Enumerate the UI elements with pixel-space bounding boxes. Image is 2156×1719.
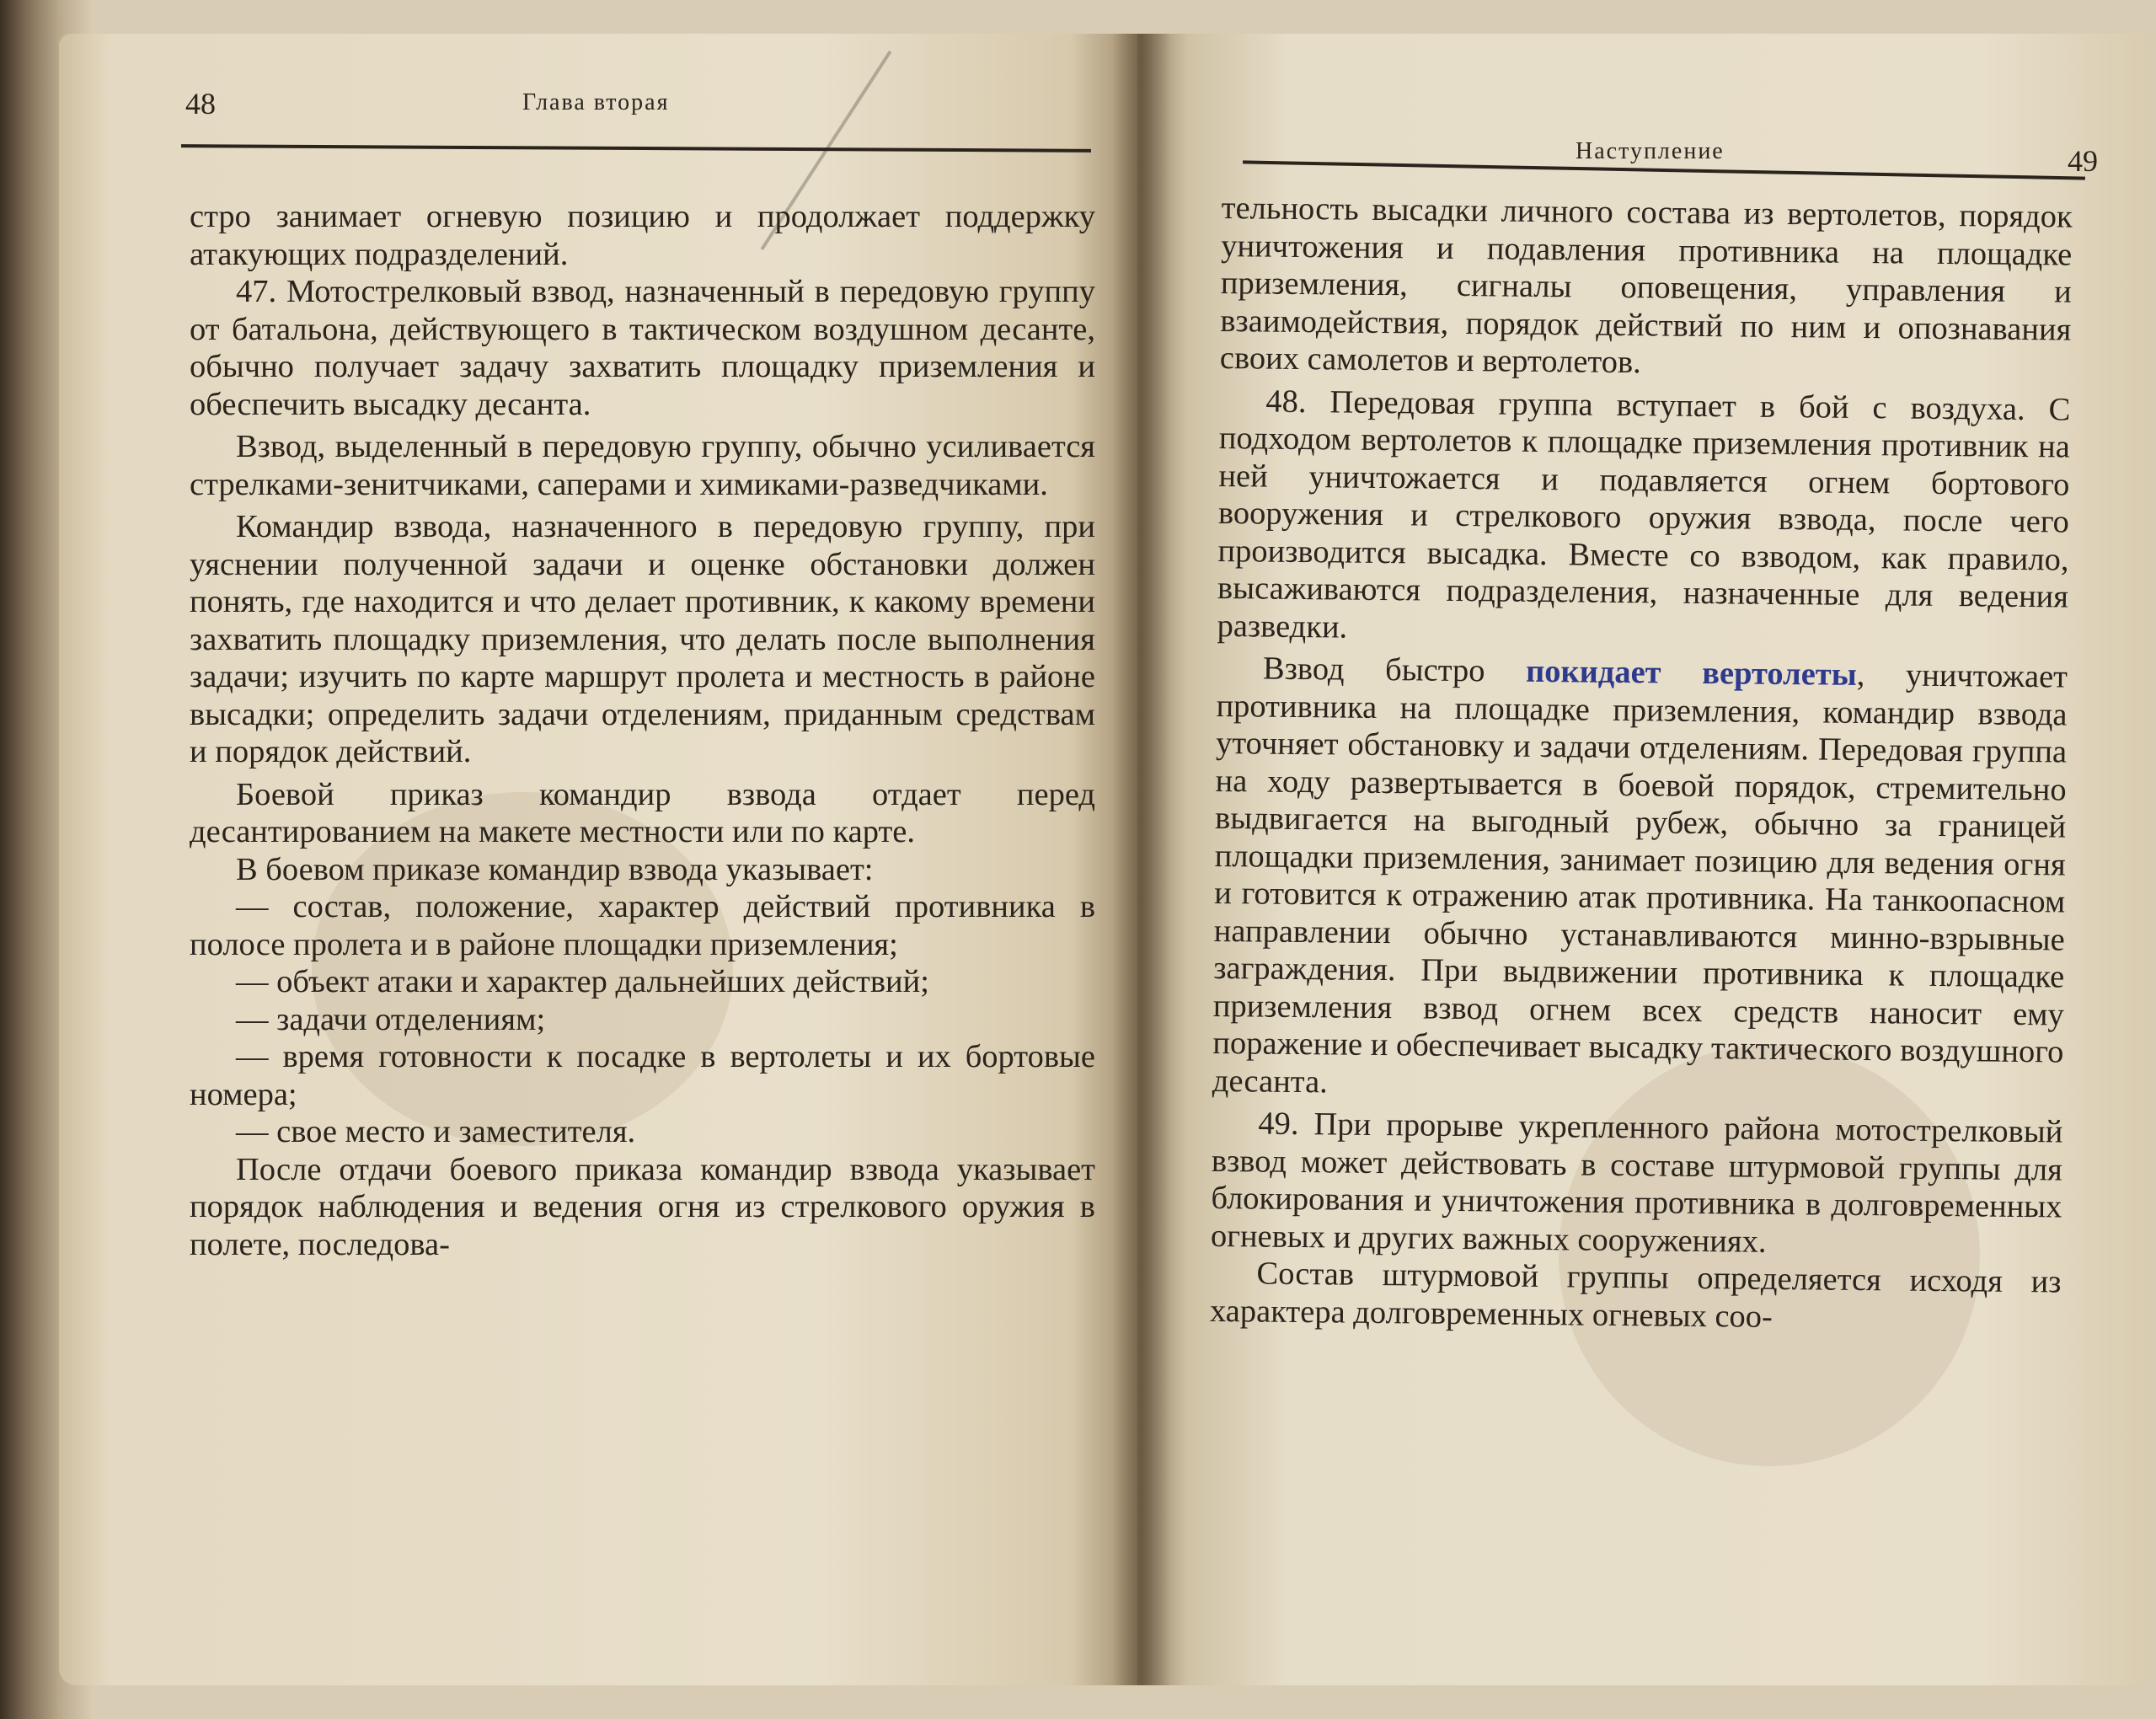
text-run — [1661, 655, 1702, 691]
right-page-text — [1210, 190, 2073, 1339]
list-item: — задачи отделениям; — [236, 1001, 546, 1037]
book-gutter — [1112, 34, 1171, 1685]
left-page — [59, 34, 1137, 1685]
running-head: Наступление — [1576, 138, 1725, 164]
right-page — [1137, 34, 2148, 1685]
ink-correction: покидает — [1525, 653, 1661, 691]
paragraph: 49. При прорыве укрепленного района мотострелковый взвод может действовать в составе штурмовой группы для блокирования и уничтожения противника в долговременных огневых и других важных сооружениях. — [1210, 1106, 2063, 1260]
paragraph: 48. Передовая группа вступает в бой с воздуха. С подходом вертолетов к площадке приземления противник на ней уничтожается и подавляется огнем бортового вооружения и стрелкового оружия взвода, после чего производится высадка. Вместе со взводом, как правило, высаживаются подразделения, назначенные для ведения разведки. — [1217, 383, 2071, 645]
paragraph: 47. Мотострелковый взвод, назначенный в передовую группу от батальона, действующего в тактическом воздушном десанте, обычно получает задачу захватить площадку приземления и обеспечить высадку десанта. — [190, 274, 1095, 422]
right-page-header — [1137, 108, 2148, 178]
paragraph: Боевой приказ командир взвода отдает перед десантированием на макете местности или по карте. — [190, 776, 1095, 849]
page-number: 49 — [2068, 144, 2098, 178]
paragraph: стро занимает огневую позицию и продолжает поддержку атакующих подразделений. — [190, 199, 1095, 272]
paragraph: В боевом приказе командир взвода указывает: — [236, 851, 874, 887]
text-run: , уничтожает противника на площадке приземления, командир взвода уточняет обстановку и задачи отделениям. Передовая группа на ходу развертывается в боевой порядок, стремительно выдвигается на выгодный рубеж, обычно за границей площадки приземления, занимает позицию для ведения огня и готовится к отражению атак противника. На танкоопасном направлении обычно устанавливаются минно-взрывные заграждения. При выдвижении противника к площадке приземления взвод огнем всех средств наносит ему поражение и обеспечивает высадку тактического воздушного десанта. — [1212, 656, 2068, 1100]
ink-correction: вертолеты — [1701, 656, 1857, 693]
paragraph: тельность высадки личного состава из вертолетов, порядок уничтожения и подавления противника на площадке приземления, сигналы оповещения, управления и взаимодействия, порядок действий по ним и опознавания своих самолетов и вертолетов. — [1219, 190, 2073, 381]
paragraph: Командир взвода, назначенного в передовую группу, при уяснении полученной задачи и оценке обстановки должен понять, где находится и что делает противник, к какому времени захватить площадку приземления, что делать после выполнения задачи; изучить по карте маршрут пролета и местность в районе высадки; определить задачи отделениям, приданным средствам и порядок действий. — [190, 509, 1095, 769]
paragraph: Взвод, выделенный в передовую группу, обычно усиливается стрелками-зенитчиками, саперами и химиками-разведчиками. — [190, 429, 1095, 502]
list-item: — состав, положение, характер действий противника в полосе пролета и в районе площадки приземления; — [190, 889, 1095, 962]
header-rule — [181, 144, 1091, 153]
left-page-header — [59, 86, 1137, 137]
paragraph: После отдачи боевого приказа командир взвода указывает порядок наблюдения и ведения огня из стрелкового оружия в полете, последова- — [190, 1151, 1095, 1262]
paragraph: Состав штурмовой группы определяется исходя из характера долговременных огневых соо- — [1209, 1256, 2062, 1335]
paragraph — [1212, 650, 2068, 1109]
list-item: — свое место и заместителя. — [236, 1114, 636, 1149]
running-head: Глава вторая — [522, 89, 670, 115]
text-run: Взвод быстро — [1262, 651, 1527, 689]
list-item: — время готовности к посадке в вертолеты и их бортовые номера; — [190, 1039, 1095, 1112]
left-page-text — [190, 198, 1095, 1263]
page-number: 48 — [185, 87, 216, 120]
list-item: — объект атаки и характер дальнейших действий; — [236, 964, 929, 999]
